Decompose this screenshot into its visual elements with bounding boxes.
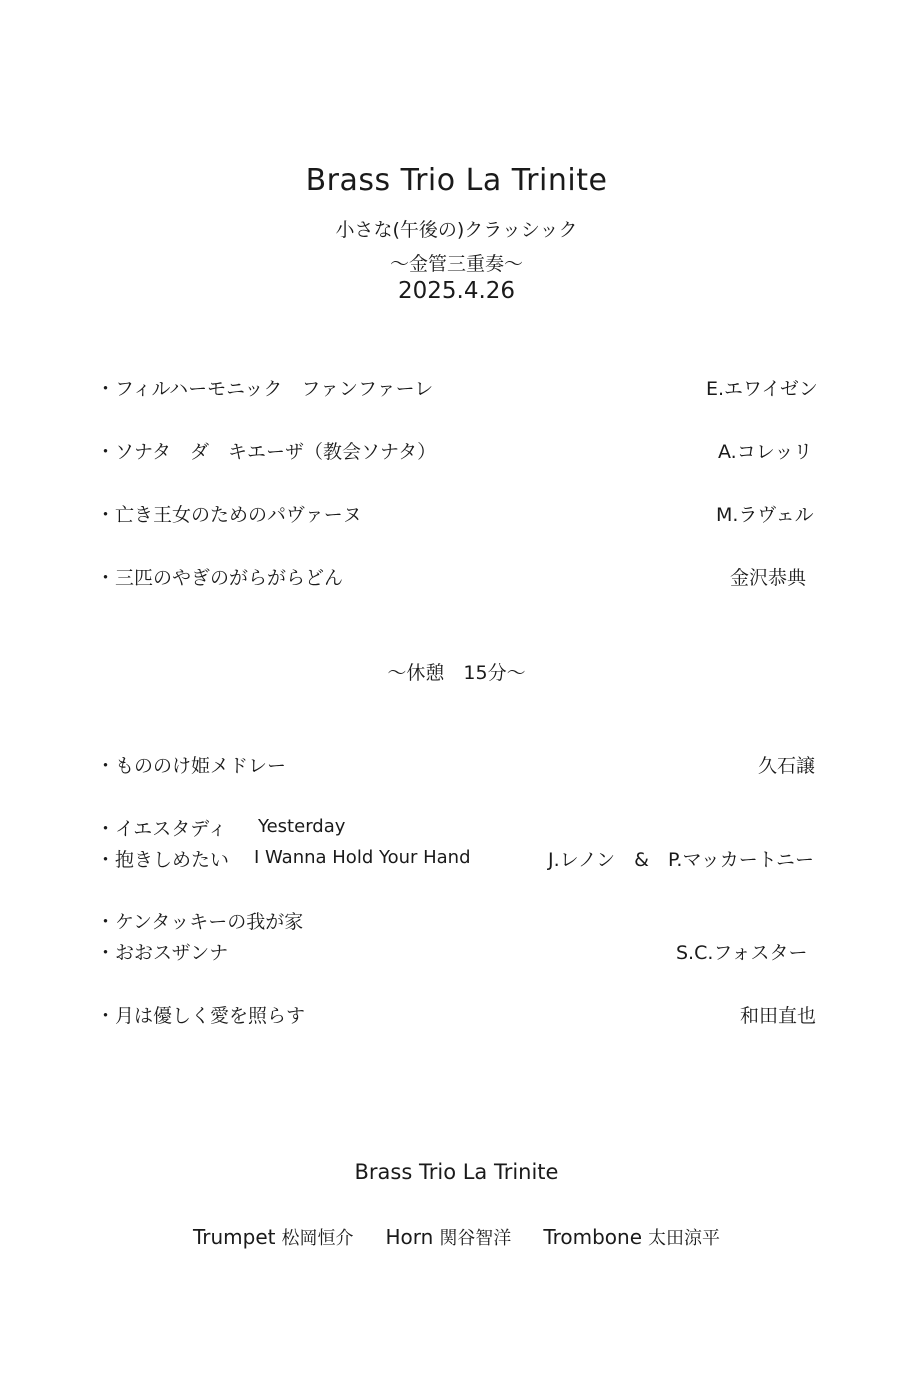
member-name: 松岡恒介 <box>281 1228 354 1249</box>
piece-title: ・月は優しく愛を照らす <box>96 1005 306 1027</box>
composer-name: S.C.フォスター <box>676 942 808 964</box>
piece-title: ・ソナタ ダ キエーザ（教会ソナタ） <box>96 441 437 463</box>
piece-english-title: Yesterday <box>258 816 346 837</box>
piece-english-title: I Wanna Hold Your Hand <box>254 847 471 868</box>
composer-name: E.エワイゼン <box>706 378 818 400</box>
member-list <box>0 1224 913 1250</box>
concert-title: Brass Trio La Trinite <box>305 163 608 198</box>
composer-name: M.ラヴェル <box>716 504 814 526</box>
piece-title: ・抱きしめたい <box>96 849 230 871</box>
composer-name: 久石譲 <box>758 755 816 777</box>
member-role: Trumpet <box>192 1225 276 1249</box>
intermission-label: ～休憩 15分～ <box>387 662 526 684</box>
member-name: 太田涼平 <box>648 1228 721 1249</box>
composer-name: J.レノン & P.マッカートニー <box>548 849 814 871</box>
piece-title: ・おおスザンナ <box>96 942 229 964</box>
piece-title: ・フィルハーモニック ファンファーレ <box>96 378 434 400</box>
member-role: Trombone <box>543 1225 643 1249</box>
piece-title: ・イエスタディ <box>96 818 227 840</box>
piece-title: ・三匹のやぎのがらがらどん <box>96 567 344 589</box>
footer-ensemble-name: Brass Trio La Trinite <box>354 1160 559 1184</box>
concert-date: 2025.4.26 <box>397 278 516 304</box>
member-role: Horn <box>385 1225 434 1249</box>
composer-name: A.コレッリ <box>718 441 813 463</box>
piece-title: ・もののけ姫メドレー <box>96 755 287 777</box>
piece-title: ・亡き王女のためのパヴァーヌ <box>96 504 362 526</box>
member-name: 関谷智洋 <box>439 1228 512 1249</box>
composer-name: 金沢恭典 <box>730 567 807 589</box>
concert-subtitle: 小さな(午後の)クラッシック <box>335 219 578 241</box>
composer-name: 和田直也 <box>740 1005 817 1027</box>
concert-subtitle-2: ～金管三重奏～ <box>389 253 523 275</box>
piece-title: ・ケンタッキーの我が家 <box>96 911 304 933</box>
